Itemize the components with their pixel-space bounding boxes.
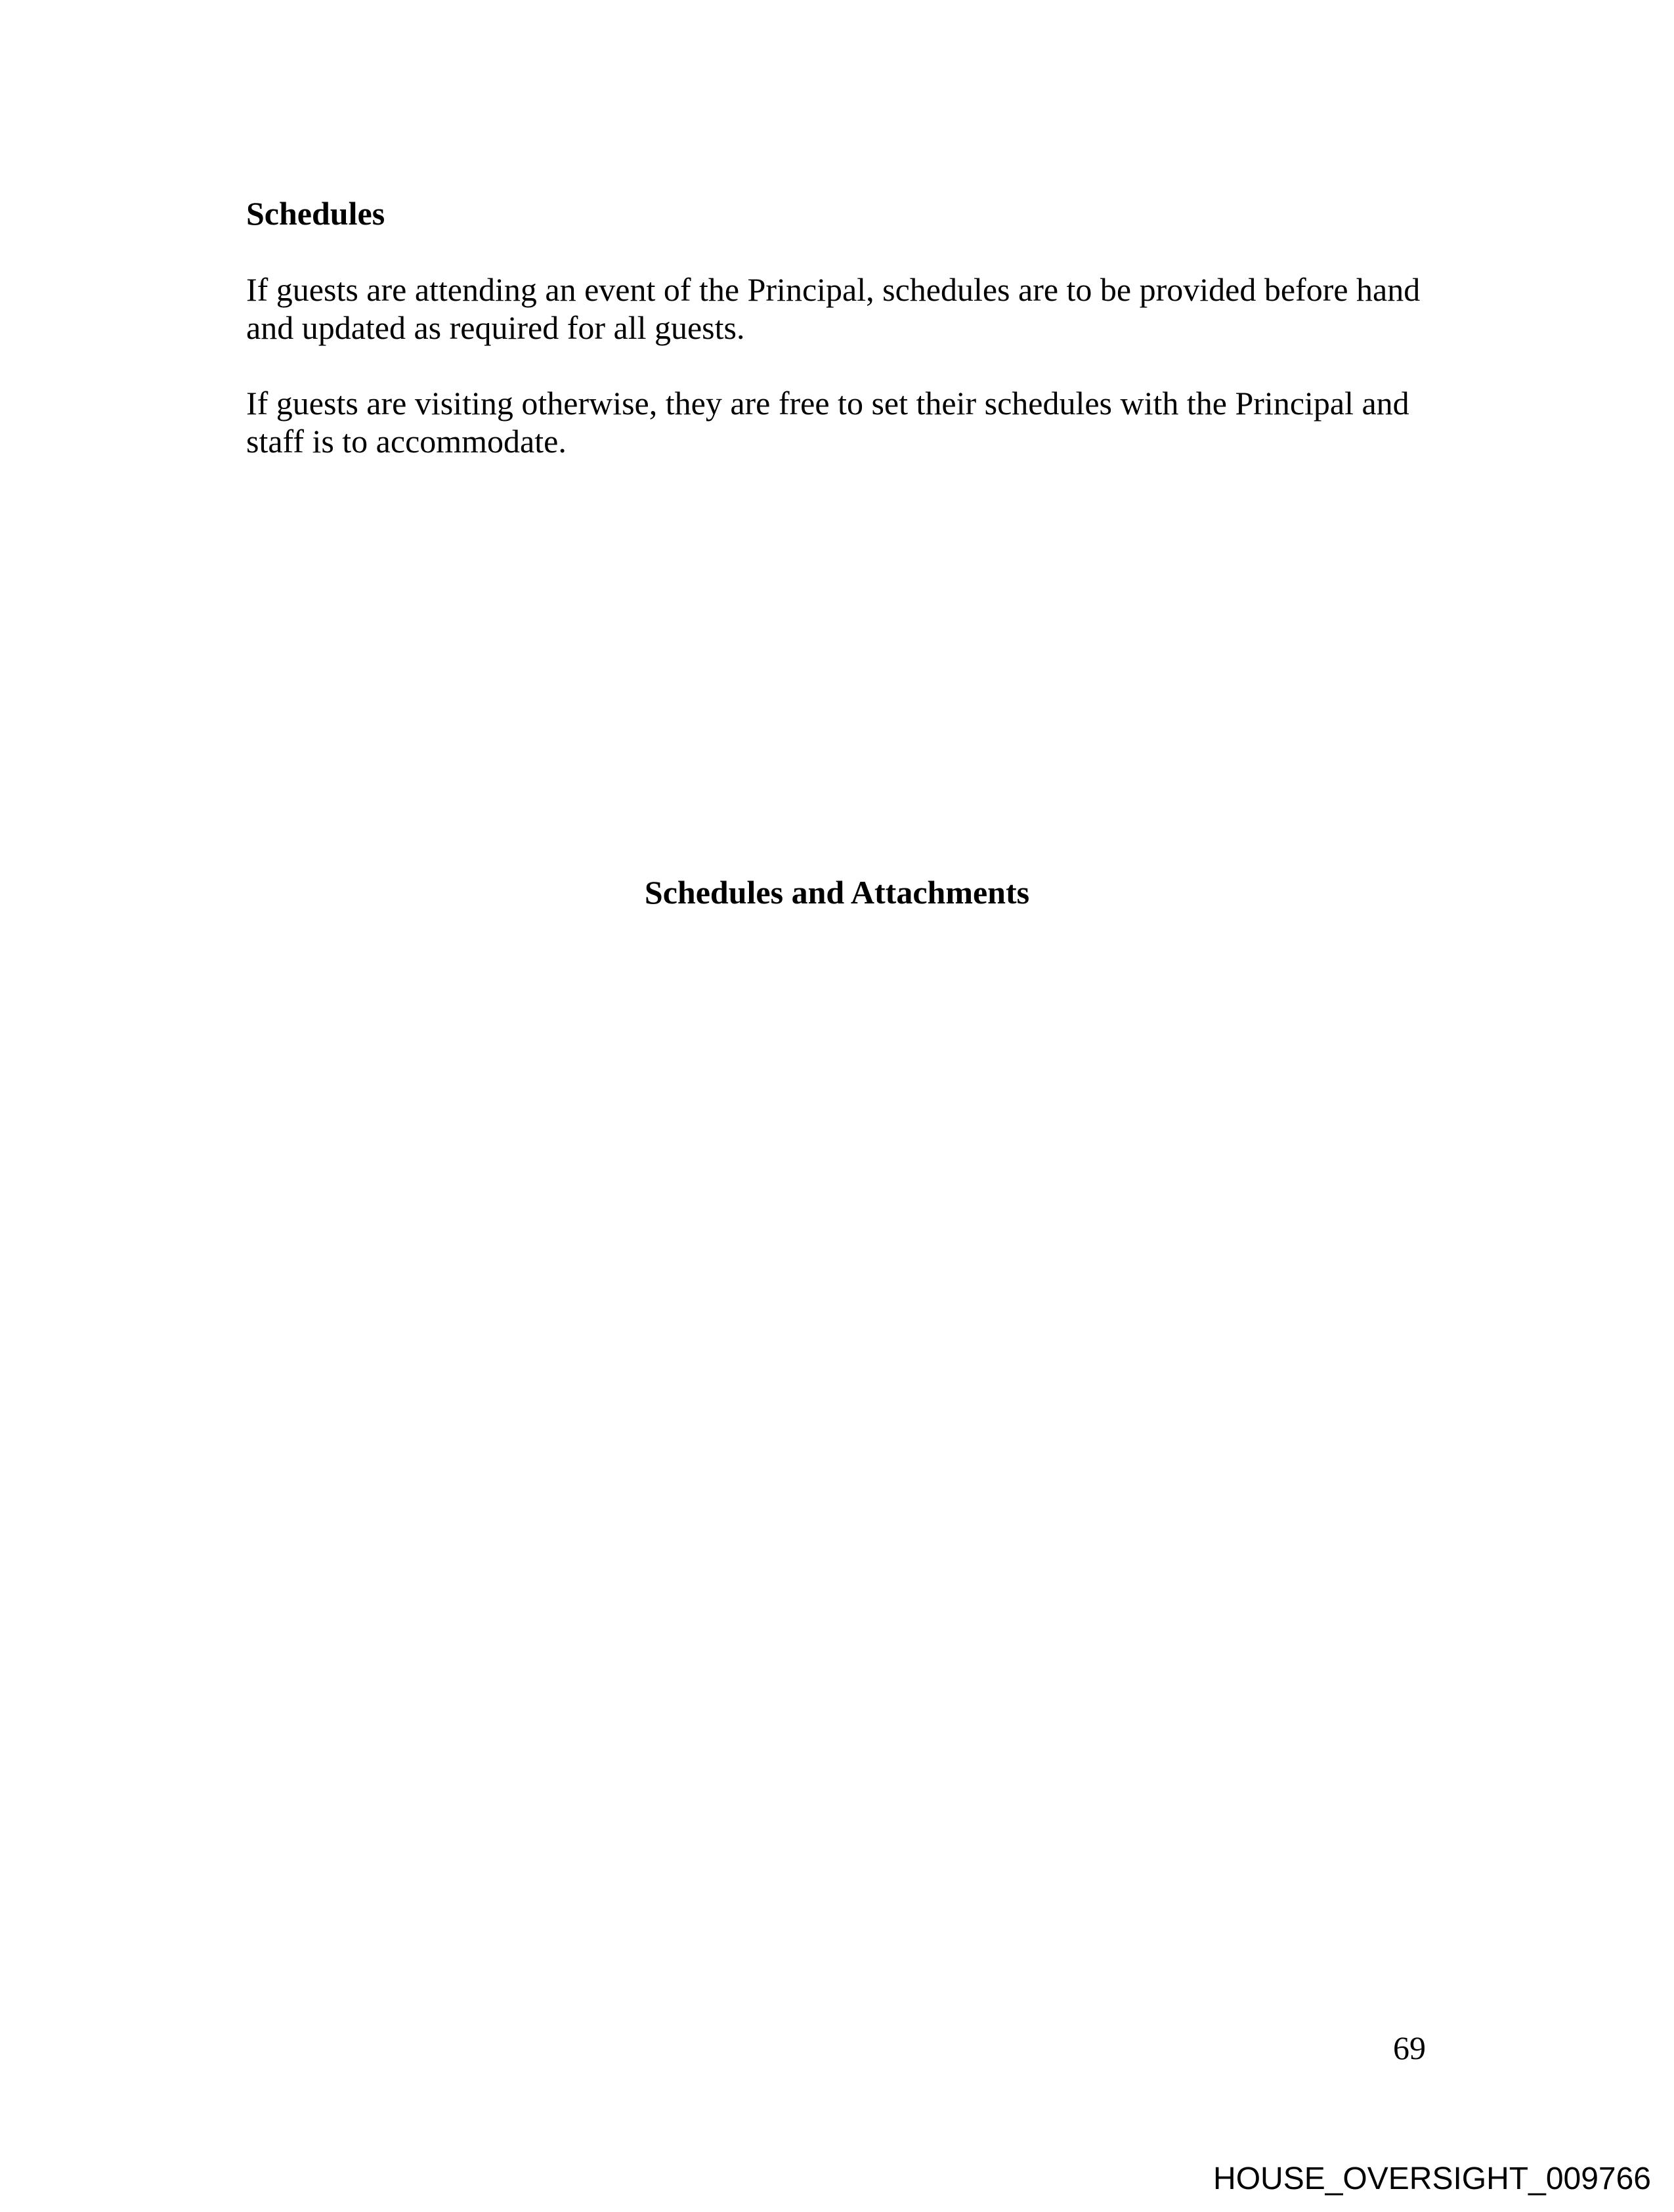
- paragraph-line: If guests are attending an event of the Principal, schedules are to be provided before hand: [246, 271, 1421, 308]
- paragraph-guests-attending: [246, 271, 1420, 347]
- schedules-and-attachments-heading: Schedules and Attachments: [644, 874, 1030, 911]
- page-number: 69: [1393, 2029, 1426, 2066]
- bates-stamp: HOUSE_OVERSIGHT_009766: [1213, 2161, 1651, 2196]
- paragraph-line: and updated as required for all guests.: [246, 309, 745, 346]
- paragraph-guests-visiting: [246, 384, 1409, 460]
- paragraph-line: staff is to accommodate.: [246, 423, 567, 460]
- schedules-heading: Schedules: [246, 195, 385, 232]
- paragraph-line: If guests are visiting otherwise, they are free to set their schedules with the Principal and: [246, 385, 1409, 422]
